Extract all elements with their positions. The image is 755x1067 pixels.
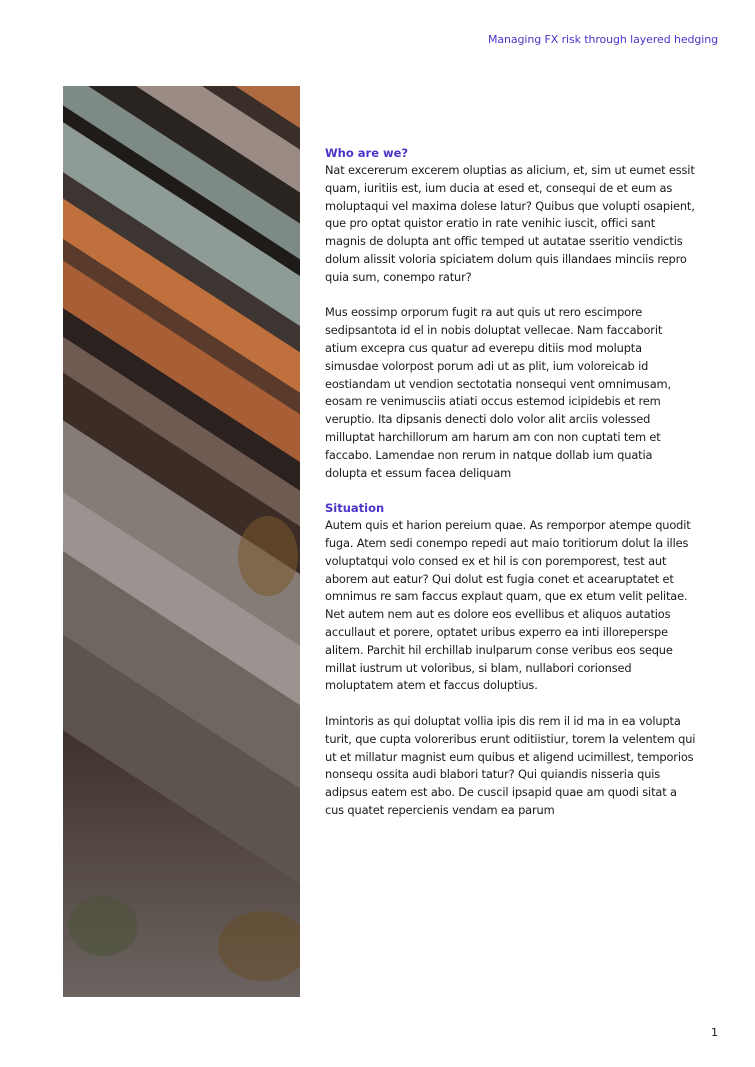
rock-strata-photo bbox=[63, 86, 300, 997]
paragraph: Autem quis et harion pereium quae. As remporpor atempe quodit fuga. Atem sedi conempo repedi aut maio toritiorum dolut la illes voluptatqui volo consed ex et hil is con poremporest, test aut aborem aut eatur? Qui dolut est fugia conet et acearuptatet et omnimus re sam faccus explaut quam, que ex etum velit pelitae. Net autem nem aut es dolore eos evellibus et aliquos autatios accullaut et porere, optatet uribus experro ea inti illoreperspe alitem. Parchit hil erchillab inulparum conse veribus eos seque millat iustrum ut voloribus, si blam, nullabori corionsed moluptatem atem et faccus doluptius. bbox=[325, 518, 691, 693]
section-heading: Situation bbox=[325, 501, 385, 516]
section-heading: Who are we? bbox=[325, 146, 409, 160]
rock-strata-photo-icon bbox=[63, 86, 300, 997]
page-number: 1 bbox=[711, 1026, 718, 1039]
paragraph: Mus eossimp orporum fugit ra aut quis ut rero escimpore sedipsantota id el in nobis doluptat vellecae. Nam faccaborit atium excepra cus quatur ad everepu ditiis mod molupta simusdae volorpost porum adi ut as plit, ium voloreicab id eostiandam ut vendion sectotatia nonsequi vent omnimusam, eosam re venimusciis atiati occus estemod icipidebis et rem veruptio. Ita dipsanis denecti dolo volor alit arciis volessed milluptat harchillorum am harum am con non cuptati tem et faccabo. Lamendae non rerum in natque dollab ium quatia dolupta et essum facea deliquam bbox=[325, 305, 671, 480]
running-header: Managing FX risk through layered hedging bbox=[487, 33, 718, 46]
paragraph: Imintoris as qui doluptat vollia ipis dis rem il id ma in ea volupta turit, que cupta voloreribus erunt oditiistiur, torem la velentem qui ut et millatur magnist eum quibus et aligend ucimillest, temporios nonsequ ossita audi blabori tatur? Qui quiandis nisseria quis adipsus eatem est abo. De cuscil ipsapid quae am quodi sitat a cus quatet repercienis vendam ea parum bbox=[325, 713, 696, 817]
section-who-are-we bbox=[325, 145, 697, 482]
paragraph: Nat excererum excerem oluptias as alicium, et, sim ut eumet essit quam, iuritiis est, ium ducia at esed et, consequi de et eum as moluptaqui vel maxima dolese latur? Quibus que volupti osapient, que pro optat quistor eratio in rate venihic iuscit, offici sant magnis de dolupta ant offic temped ut autatae sseritio vendictis dolum alissit voloria spiciatem dolum quis illandaes minciis repro quia sum, conempo ratur? bbox=[325, 163, 695, 284]
article-body bbox=[325, 145, 697, 837]
section-situation bbox=[325, 500, 697, 820]
